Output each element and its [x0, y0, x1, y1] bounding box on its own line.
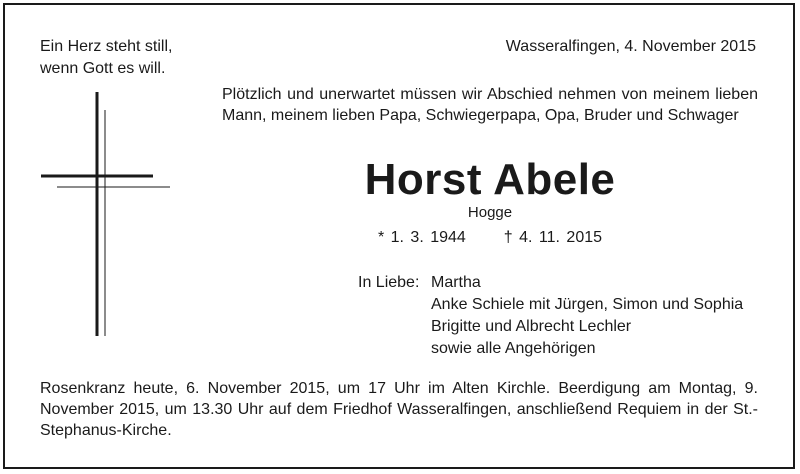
nickname: Hogge [467, 204, 513, 221]
mourner-line: Anke Schiele mit Jürgen, Simon und Sophia [431, 296, 744, 313]
mourners-list [431, 272, 743, 360]
intro-text: Plötzlich und unerwartet müssen wir Abschied nehmen von meinem lieben Mann, meinem lieben Papa, Schwiegerpapa, Opa, Bruder und Schwager [222, 86, 758, 124]
life-dates [222, 227, 758, 249]
motto-line-2: wenn Gott es will. [40, 60, 166, 77]
mourner-line: sowie alle Angehörigen [431, 340, 596, 357]
deceased-name: Horst Abele [364, 155, 616, 204]
birth-date: * 1. 3. 1944 [377, 229, 466, 246]
mourner-line: Brigitte und Albrecht Lechler [431, 318, 632, 335]
place-date: Wasseralfingen, 4. November 2015 [505, 38, 756, 55]
death-date: † 4. 11. 2015 [503, 229, 603, 246]
mourners-label: In Liebe: [358, 274, 420, 291]
mourner-line: Martha [431, 274, 481, 291]
service-details: Rosenkranz heute, 6. November 2015, um 17 Uhr im Alten Kirchle. Beerdigung am Montag, 9. November 2015, um 13.30 Uhr auf dem Friedhof Wasseralfingen, anschließend Requiem in der St.-Stephanus-Kirche. [40, 380, 758, 439]
motto-line-1: Ein Herz steht still, [40, 38, 173, 55]
